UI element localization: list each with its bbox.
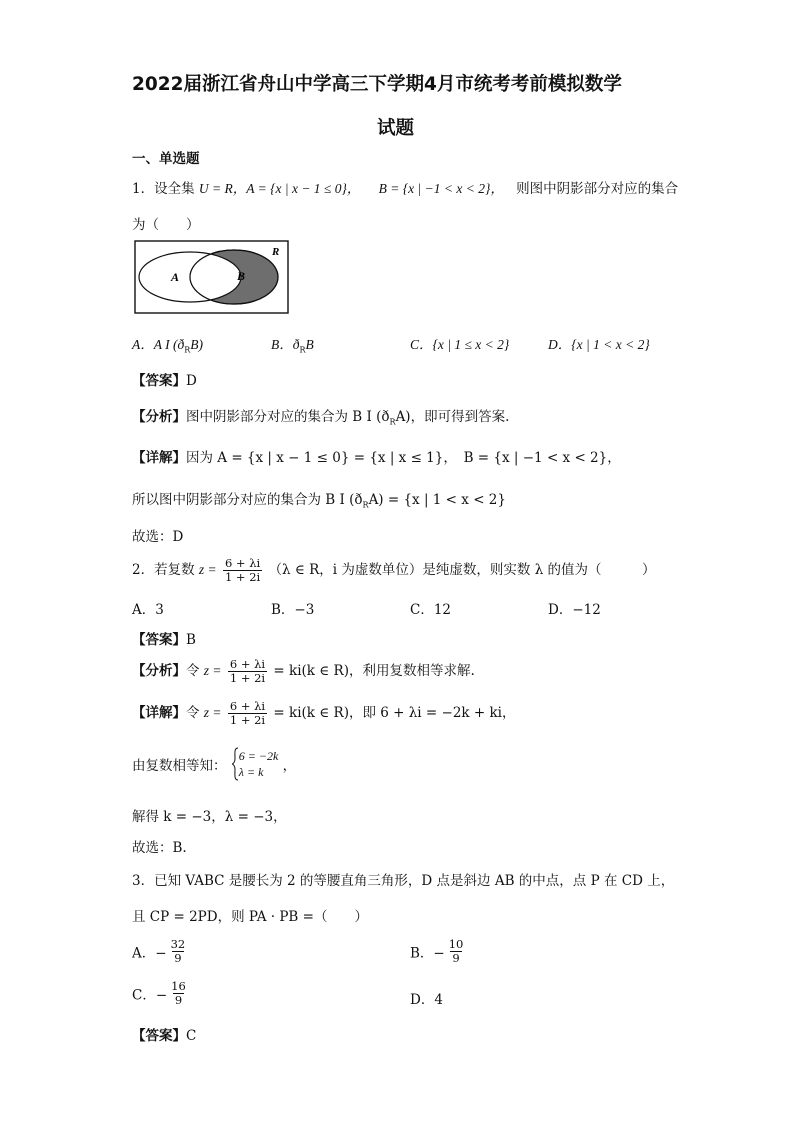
q2-solve: 解得 k = −3，λ = −3， xyxy=(132,809,287,825)
q3-answer: 【答案】C xyxy=(132,1028,197,1044)
q2-choose: 故选：B. xyxy=(132,840,187,856)
q1-stem-prefix: 1．设全集 xyxy=(132,181,195,197)
q1-choose: 故选：D xyxy=(132,529,184,545)
q2-option-b: B．−3 xyxy=(271,602,315,618)
q1-stem-line2: 为（ ） xyxy=(132,217,200,233)
q3-option-a: A．− $\frac{32}{9}$ xyxy=(132,937,186,965)
q1-stem-u: U = R，A = {x | x − 1 ≤ 0}， xyxy=(198,181,361,196)
venn-label-r: R xyxy=(272,246,280,258)
q1-option-d: D．{x | 1 < x < 2} xyxy=(548,337,650,352)
q1-stem-suffix: 则图中阴影部分对应的集合 xyxy=(516,181,679,197)
q1-option-c: C．{x | 1 ≤ x < 2} xyxy=(410,337,510,352)
q1-venn-diagram xyxy=(134,240,290,315)
q2-stem: 2．若复数 z = $\frac{6 + \lambda i}{1 + 2i}$ （λ ∈ R，i 为虚数单位）是纯虚数，则实数 λ 的值为（ ） xyxy=(132,556,656,584)
q2-fraction: $\frac{6 + \lambda i}{1 + 2i}$ xyxy=(224,556,261,584)
q1-stem xyxy=(132,177,678,197)
q1-detail-line2: 所以图中阴影部分对应的集合为 B I $(ð_RA) = \{x$ | 1 < x < 2} xyxy=(132,492,506,510)
doc-title-line1: 2022届浙江省舟山中学高三下学期4月市统考考前模拟数学 xyxy=(132,74,622,95)
q2-option-c: C．12 xyxy=(410,602,452,618)
q2-analysis: 【分析】令 z = $\frac{6 + \lambda i}{1 + 2i}$ = ki(k ∈ R)，利用复数相等求解. xyxy=(132,657,475,685)
q3-option-b: B．− $\frac{10}{9}$ xyxy=(410,937,464,965)
q1-option-b: B．$ð_RB$ xyxy=(271,337,314,355)
q3-stem-line1: 3．已知 VABC 是腰长为 2 的等腰直角三角形，D 点是斜边 AB 的中点，点 P 在 CD 上， xyxy=(132,873,675,889)
q1-option-a: A．A I $(ð_RB)$ xyxy=(132,337,204,355)
q2-option-a: A．3 xyxy=(132,602,164,618)
q1-stem-b: B = {x | −1 < x < 2}， xyxy=(378,181,504,196)
q1-analysis: 【分析】图中阴影部分对应的集合为 B I $(ð_RA)$，即可得到答案. xyxy=(132,409,510,427)
q2-detail: 【详解】令 z = $\frac{6 + \lambda i}{1 + 2i}$ = ki(k ∈ R)，即 6 + λi = −2k + ki， xyxy=(132,699,516,727)
q1-detail: 【详解】因为 A = {x | x − 1 ≤ 0} = {x | x ≤ 1}， B = {x | −1 < x < 2}， xyxy=(132,450,621,466)
venn-label-b: B xyxy=(237,269,246,283)
doc-title-line2: 试题 xyxy=(377,118,415,139)
q1-answer: 【答案】D xyxy=(132,373,197,389)
q2-system: 由复数相等知： 6 = −2k λ = k ， xyxy=(132,749,297,779)
q3-option-d: D．4 xyxy=(410,992,443,1008)
section-heading: 一、单选题 xyxy=(132,151,200,167)
brace-icon xyxy=(231,747,239,781)
q3-stem-line2: 且 CP = 2PD，则 PA · PB =（ ） xyxy=(132,909,368,925)
q3-option-c: C．− $\frac{16}{9}$ xyxy=(132,979,186,1007)
q2-option-d: D．−12 xyxy=(548,602,601,618)
q2-answer: 【答案】B xyxy=(132,632,196,648)
venn-label-a: A xyxy=(171,270,180,284)
